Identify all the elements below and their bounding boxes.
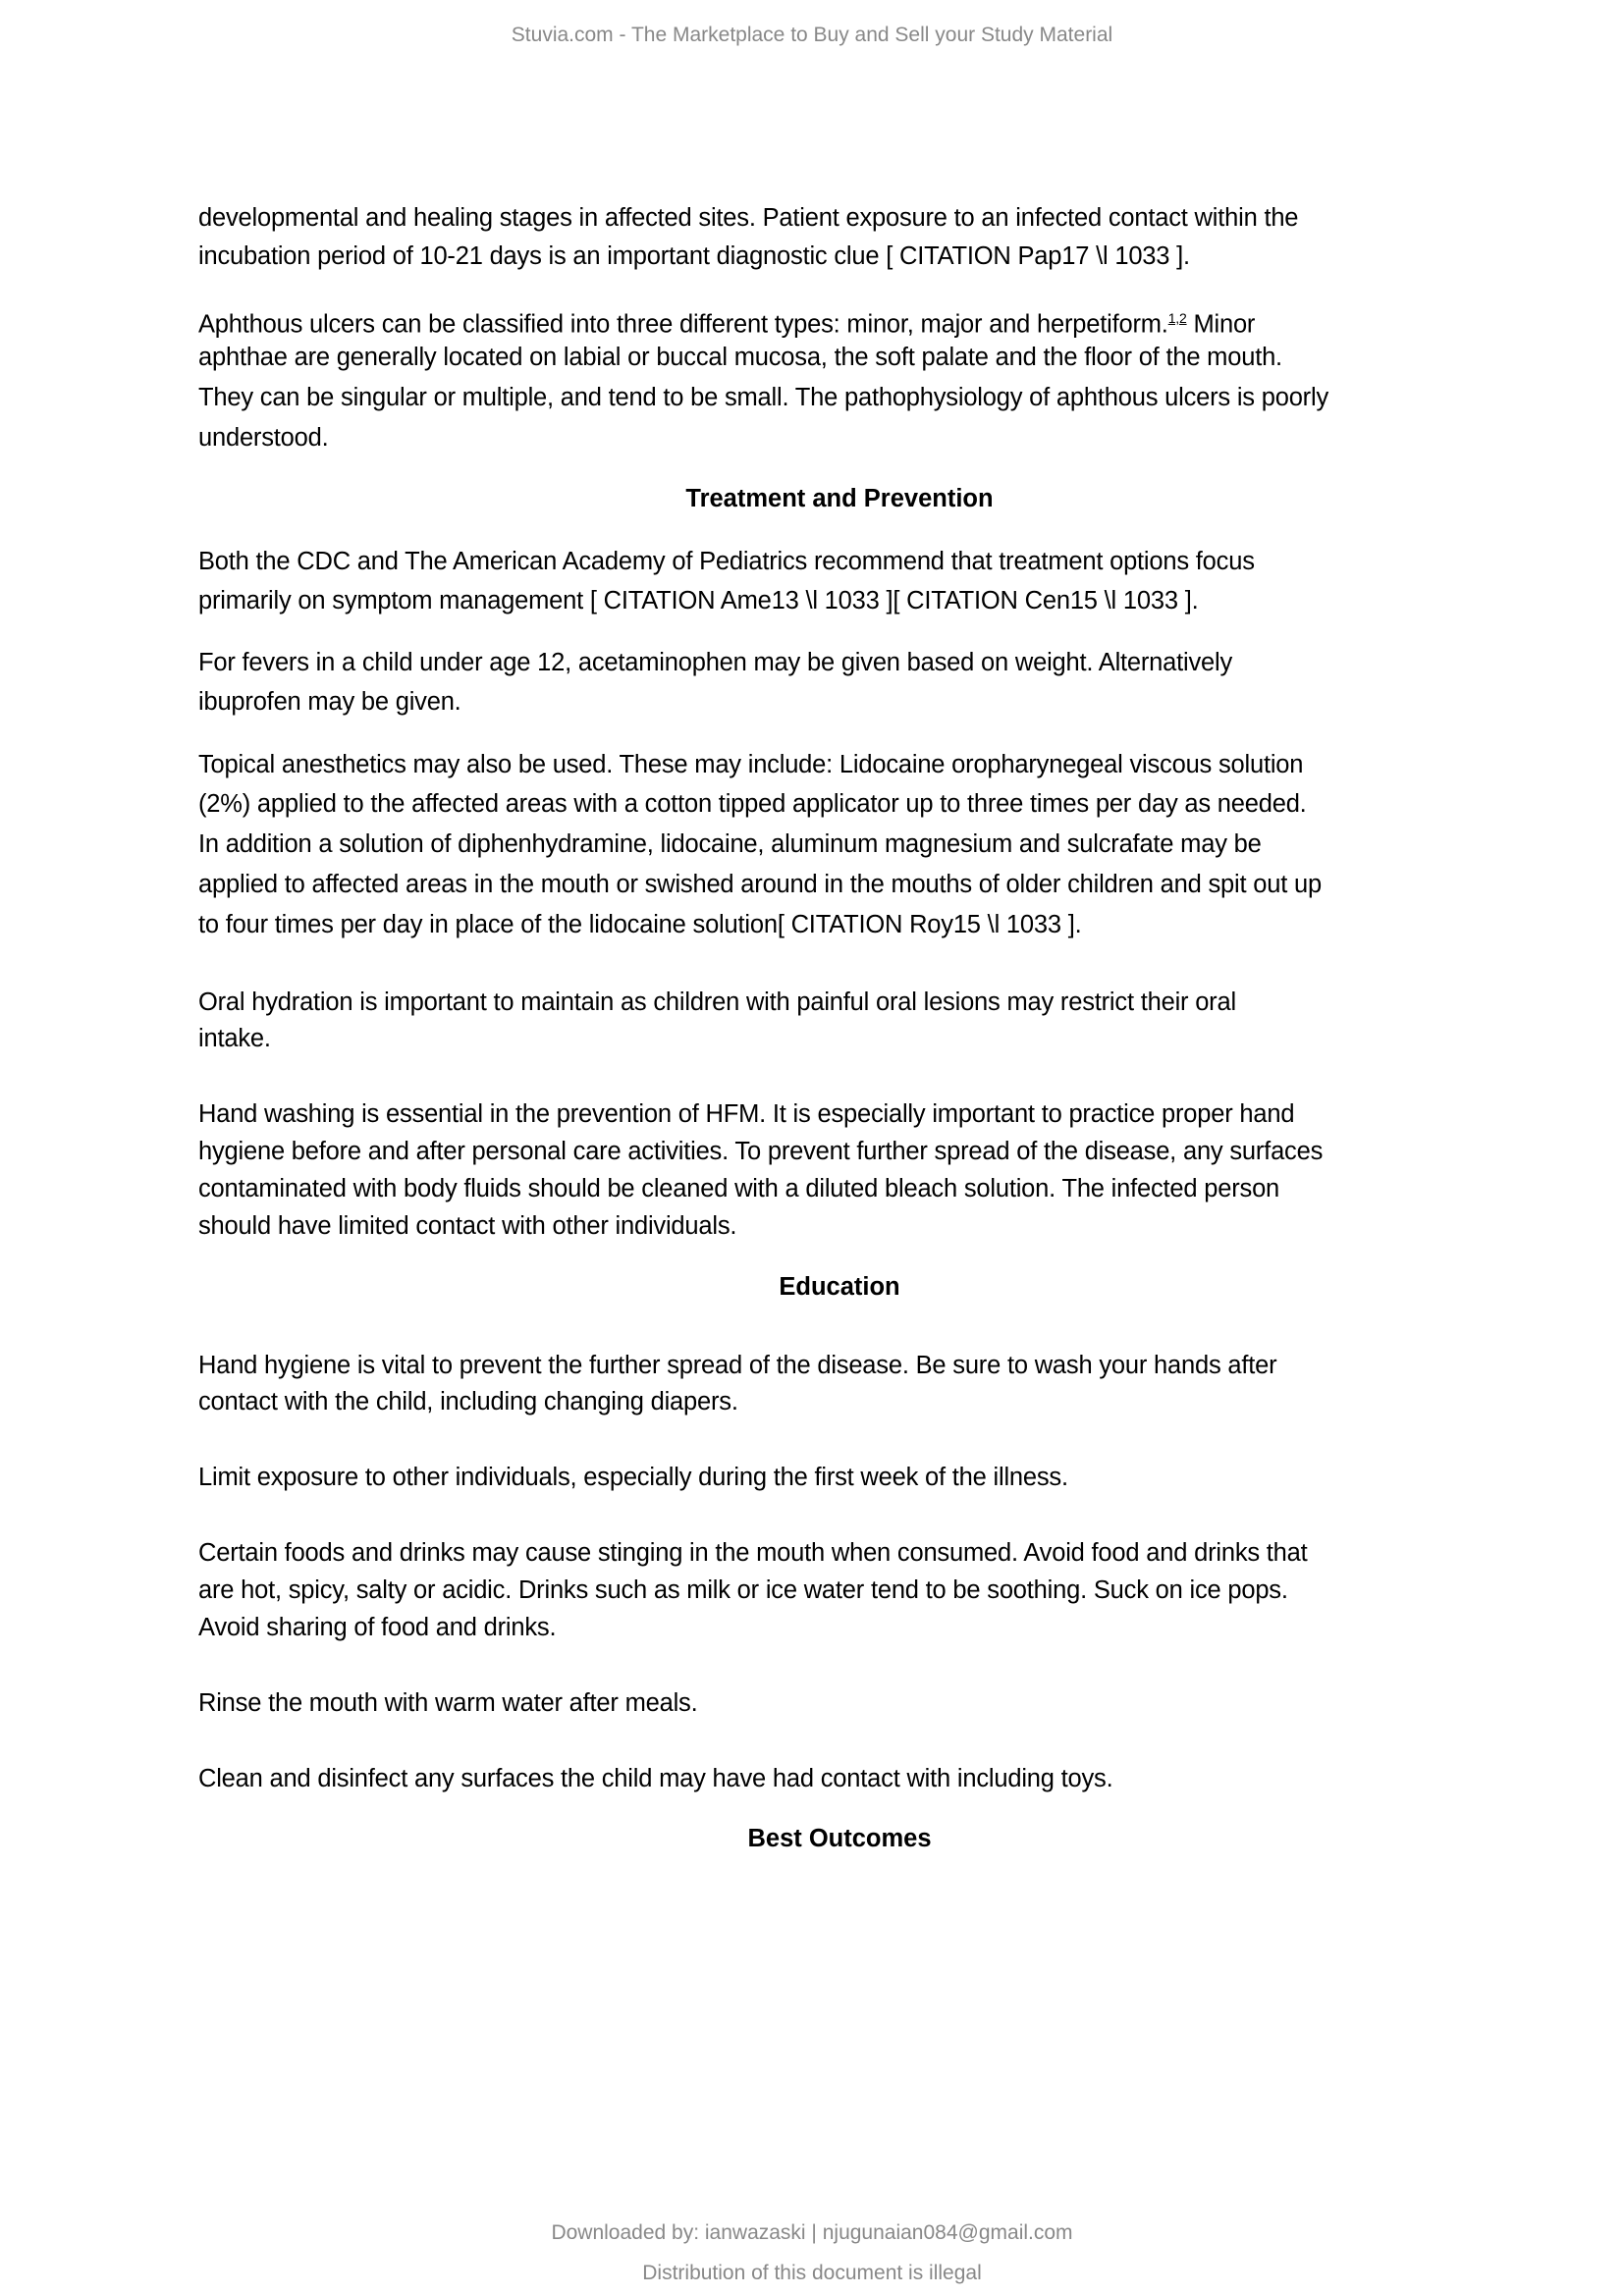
line-text: Clean and disinfect any surfaces the child may have had contact with including toys. — [198, 1765, 1113, 1792]
paragraph-line — [198, 241, 1190, 271]
line-text: intake. — [198, 1025, 271, 1052]
footnote-reference[interactable]: 1,2 — [1167, 310, 1187, 326]
paragraph-line — [198, 1387, 738, 1416]
distribution-notice: Distribution of this document is illegal — [642, 2262, 982, 2284]
line-text: ibuprofen may be given. — [198, 688, 461, 716]
line-text: For fevers in a child under age 12, acetaminophen may be given based on weight. Alternatively — [198, 649, 1233, 676]
paragraph-line — [198, 383, 1328, 412]
line-text: hygiene before and after personal care activities. To prevent further spread of the disease, any surfaces — [198, 1138, 1324, 1165]
line-text: contact with the child, including changing diapers. — [198, 1388, 738, 1415]
paragraph-line — [198, 303, 1255, 340]
paragraph-line — [198, 1688, 697, 1718]
download-notice: Downloaded by: ianwazaski | njugunaian084@gmail.com — [551, 2221, 1073, 2244]
paragraph-line — [198, 1099, 1294, 1129]
line-text: should have limited contact with other individuals. — [198, 1212, 737, 1240]
line-text: Minor — [1186, 310, 1256, 339]
line-text: Topical anesthetics may also be used. These may include: Lidocaine oropharynegeal viscous solution — [198, 751, 1304, 778]
line-text: Hand hygiene is vital to prevent the further spread of the disease. Be sure to wash your hands after — [198, 1352, 1277, 1379]
line-text: (2%) applied to the affected areas with a cotton tipped applicator up to three times per day as needed. — [198, 790, 1307, 818]
line-text: Both the CDC and The American Academy of Pediatrics recommend that treatment options focus — [198, 548, 1255, 575]
paragraph-line — [198, 1137, 1323, 1166]
paragraph-line — [198, 1351, 1276, 1380]
line-text: developmental and healing stages in affected sites. Patient exposure to an infected contact within the — [198, 204, 1299, 232]
line-text: They can be singular or multiple, and tend to be small. The pathophysiology of aphthous ulcers is poorly — [198, 384, 1328, 411]
line-text: incubation period of 10-21 days is an important diagnostic clue [ CITATION Pap17 \l 1033 ]. — [198, 242, 1190, 270]
paragraph-line — [198, 910, 1082, 939]
paragraph-line — [198, 1024, 271, 1053]
paragraph-line — [198, 870, 1322, 899]
paragraph-line — [198, 586, 1199, 615]
line-text: Avoid sharing of food and drinks. — [198, 1614, 557, 1641]
line-text: Certain foods and drinks may cause stinging in the mouth when consumed. Avoid food and drinks that — [198, 1539, 1308, 1567]
line-text: aphthae are generally located on labial or buccal mucosa, the soft palate and the floor of the mouth. — [198, 344, 1282, 371]
paragraph-line — [198, 789, 1307, 819]
paragraph-line — [198, 343, 1282, 372]
line-text: In addition a solution of diphenhydramine, lidocaine, aluminum magnesium and sulcrafate may be — [198, 830, 1262, 858]
paragraph-line — [198, 1211, 736, 1241]
section-heading: Education — [779, 1273, 900, 1301]
line-text: contaminated with body fluids should be cleaned with a diluted bleach solution. The infected person — [198, 1175, 1280, 1202]
line-text: applied to affected areas in the mouth or swished around in the mouths of older children and spit out up — [198, 871, 1322, 898]
paragraph-line — [198, 1575, 1288, 1605]
paragraph-line — [198, 547, 1255, 576]
line-text: Aphthous ulcers can be classified into three different types: minor, major and herpetiform. — [198, 310, 1168, 339]
paragraph-line — [198, 1613, 556, 1642]
line-text: Limit exposure to other individuals, especially during the first week of the illness. — [198, 1464, 1068, 1491]
paragraph-line — [198, 1538, 1308, 1568]
paragraph-line — [198, 988, 1236, 1017]
paragraph-line — [198, 203, 1298, 233]
paragraph-line — [198, 1174, 1279, 1203]
paragraph-line — [198, 423, 328, 453]
line-text: to four times per day in place of the lidocaine solution[ CITATION Roy15 \l 1033 ]. — [198, 911, 1082, 938]
paragraph-line — [198, 750, 1303, 779]
line-text: Rinse the mouth with warm water after meals. — [198, 1689, 698, 1717]
paragraph-line — [198, 1764, 1112, 1793]
paragraph-line — [198, 648, 1232, 677]
line-text: are hot, spicy, salty or acidic. Drinks such as milk or ice water tend to be soothing. Suck on ice pops. — [198, 1576, 1288, 1604]
section-heading: Treatment and Prevention — [685, 485, 994, 512]
paragraph-line — [198, 687, 461, 717]
line-text: Hand washing is essential in the prevention of HFM. It is especially important to practice proper hand — [198, 1100, 1295, 1128]
line-text: primarily on symptom management [ CITATION Ame13 \l 1033 ][ CITATION Cen15 \l 1033 ]. — [198, 587, 1199, 614]
line-text: understood. — [198, 424, 329, 452]
section-heading: Best Outcomes — [747, 1825, 932, 1852]
paragraph-line — [198, 829, 1262, 859]
paragraph-line — [198, 1463, 1068, 1492]
page-header: Stuvia.com - The Marketplace to Buy and Sell your Study Material — [511, 24, 1113, 46]
line-text: Oral hydration is important to maintain as children with painful oral lesions may restrict their oral — [198, 988, 1236, 1016]
